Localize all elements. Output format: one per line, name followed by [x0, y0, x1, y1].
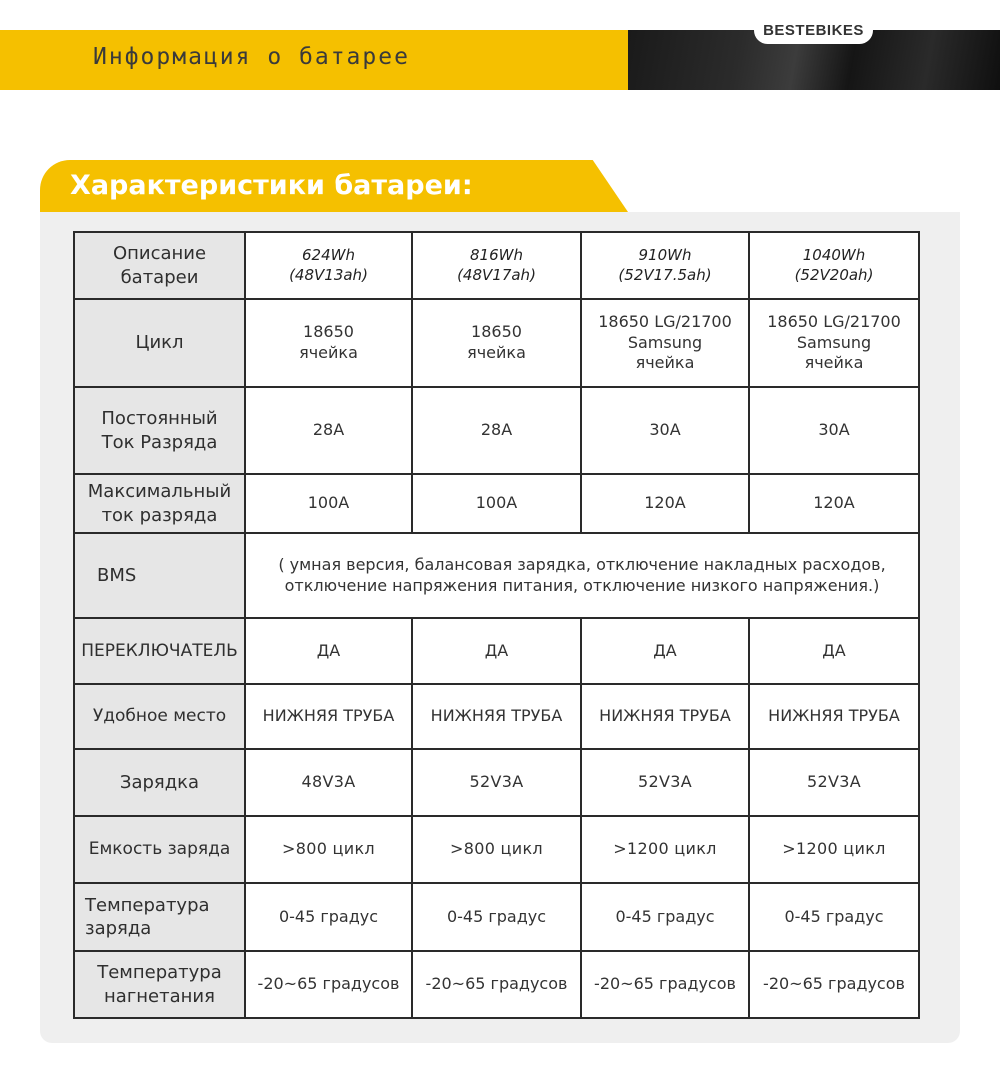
- section-title: Характеристики батареи:: [70, 170, 473, 201]
- table-cell: >800 цикл: [412, 816, 581, 883]
- table-row: [74, 474, 919, 533]
- table-cell: 30A: [749, 387, 919, 474]
- table-row: [74, 951, 919, 1018]
- row-label: ПЕРЕКЛЮЧАТЕЛЬ: [74, 618, 245, 684]
- row-label: Максимальный ток разряда: [74, 474, 245, 533]
- table-cell: 0-45 градус: [749, 883, 919, 951]
- header-col-4: 1040Wh (52V20ah): [749, 232, 919, 299]
- row-label: Температура заряда: [74, 883, 245, 951]
- table-cell: ДА: [749, 618, 919, 684]
- table-cell: 18650 LG/21700 Samsung ячейка: [581, 299, 749, 387]
- table-cell: 48V3A: [245, 749, 412, 816]
- table-row: [74, 299, 919, 387]
- table-cell: 100A: [412, 474, 581, 533]
- table-cell: 120A: [581, 474, 749, 533]
- bms-description: ( умная версия, балансовая зарядка, отключение накладных расходов, отключение напряжения питания, отключение низкого напряжения.): [245, 533, 919, 618]
- row-label: Зарядка: [74, 749, 245, 816]
- header-col-1: 624Wh (48V13ah): [245, 232, 412, 299]
- table-cell: 100A: [245, 474, 412, 533]
- header-label: Описание батареи: [74, 232, 245, 299]
- header-col-3: 910Wh (52V17.5ah): [581, 232, 749, 299]
- table-cell: -20~65 градусов: [749, 951, 919, 1018]
- table-cell: 120A: [749, 474, 919, 533]
- table-row: [74, 749, 919, 816]
- table-cell: 30A: [581, 387, 749, 474]
- table-cell: НИЖНЯЯ ТРУБА: [749, 684, 919, 749]
- table-row: [74, 387, 919, 474]
- table-row: [74, 883, 919, 951]
- table-cell: 0-45 градус: [245, 883, 412, 951]
- table-row: [74, 684, 919, 749]
- header-col-2: 816Wh (48V17ah): [412, 232, 581, 299]
- row-label: Цикл: [74, 299, 245, 387]
- table-cell: 28A: [412, 387, 581, 474]
- table-cell: НИЖНЯЯ ТРУБА: [581, 684, 749, 749]
- table-cell: 18650 ячейка: [245, 299, 412, 387]
- table-row: [74, 618, 919, 684]
- brand-logo: BESTEBIKES: [754, 17, 873, 44]
- table-cell: 52V3A: [412, 749, 581, 816]
- table-cell: НИЖНЯЯ ТРУБА: [412, 684, 581, 749]
- table-cell: ДА: [581, 618, 749, 684]
- table-cell: 0-45 градус: [581, 883, 749, 951]
- row-label: Температура нагнетания: [74, 951, 245, 1018]
- row-label: Удобное место: [74, 684, 245, 749]
- table-cell: -20~65 градусов: [412, 951, 581, 1018]
- table-cell: 52V3A: [581, 749, 749, 816]
- row-label: Постоянный Ток Разряда: [74, 387, 245, 474]
- table-cell: 0-45 градус: [412, 883, 581, 951]
- table-cell: >1200 цикл: [749, 816, 919, 883]
- table-cell: 52V3A: [749, 749, 919, 816]
- row-label: BMS: [74, 533, 245, 618]
- row-label: Емкость заряда: [74, 816, 245, 883]
- banner-title: Информация о батарее: [93, 44, 410, 70]
- battery-spec-table: [73, 231, 920, 1019]
- table-cell: ДА: [412, 618, 581, 684]
- table-cell: 28A: [245, 387, 412, 474]
- table-cell: ДА: [245, 618, 412, 684]
- table-cell: 18650 LG/21700 Samsung ячейка: [749, 299, 919, 387]
- table-row: [74, 816, 919, 883]
- table-cell: >800 цикл: [245, 816, 412, 883]
- table-cell: >1200 цикл: [581, 816, 749, 883]
- table-cell: -20~65 градусов: [581, 951, 749, 1018]
- table-row-bms: [74, 533, 919, 618]
- table-cell: 18650 ячейка: [412, 299, 581, 387]
- table-header-row: [74, 232, 919, 299]
- table-cell: -20~65 градусов: [245, 951, 412, 1018]
- table-cell: НИЖНЯЯ ТРУБА: [245, 684, 412, 749]
